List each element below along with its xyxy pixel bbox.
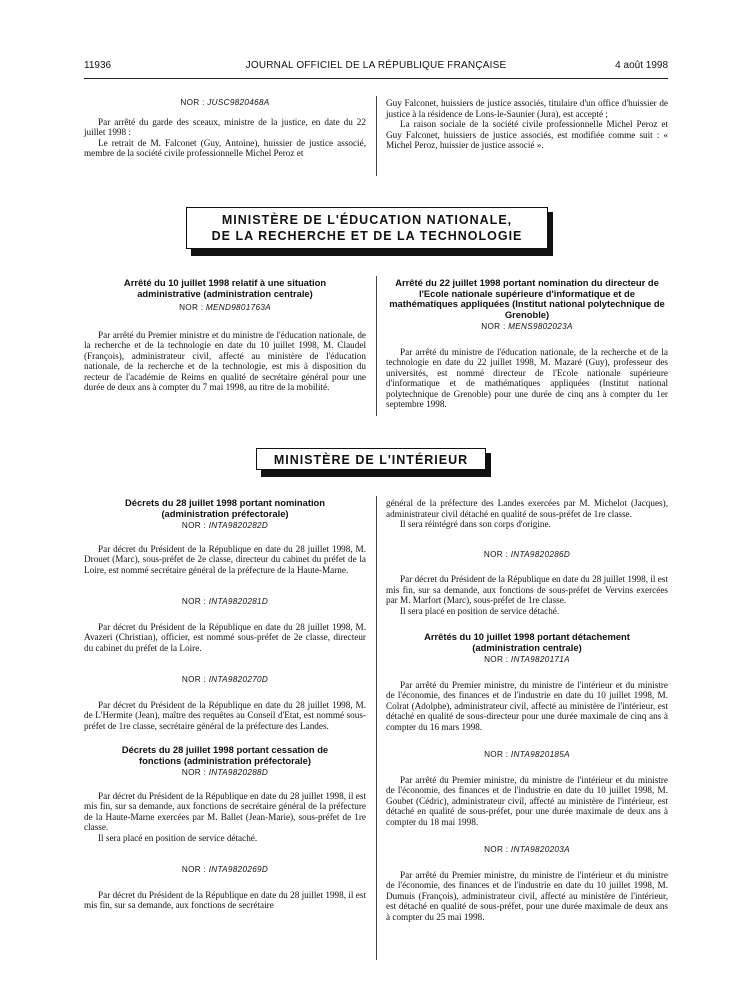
paragraph: Il sera placé en position de service détaché. [400, 605, 560, 616]
section-title: Décrets du 28 juillet 1998 portant nomination (administration préfectorale) [124, 497, 326, 519]
nor-reference: NOR : INTA9820282D [181, 521, 269, 530]
ministry-education-heading [186, 207, 548, 251]
paragraph: Par arrêté du Premier ministre et du ministre de l'éducation nationale, de la recherche et de la technologie en date du 10 juillet 1998, M. Claudel (François), administrateur civil, affecté au ministère de l'éducation nationale, de la recherche et de la technologie, est mis à disposition du recteur de l'académie de Reims en qualité de secrétaire général pour une durée de deux ans à compter du 7 mai 1998, au titre de la mobilité. [84, 329, 366, 392]
nor-reference: NOR : INTA9820203A [484, 845, 570, 854]
paragraph: Le retrait de M. Falconet (Guy, Antoine), huissier de justice associé, membre de la société civile professionnelle Michel Peroz et [84, 137, 366, 158]
interior-left-column [84, 498, 366, 911]
nor-reference: NOR : INTA9820281D [181, 597, 269, 606]
nor-reference: NOR : INTA9820288D [181, 768, 269, 777]
nor-reference: NOR : JUSC9820468A [180, 98, 270, 107]
nor-reference: NOR : MENS9802023A [481, 322, 573, 331]
paragraph: Par décret du Président de la République en date du 28 juillet 1998, M. Avazeri (Christian), officier, est nommé sous-préfet de 2e classe, directeur du cabinet du préfet de la Loire. [84, 621, 366, 653]
nor-reference: NOR : INTA9820171A [484, 655, 570, 664]
nor-reference: NOR : INTA9820286D [483, 549, 571, 559]
paragraph: Par arrêté du ministre de l'éducation nationale, de la recherche et de la technologie en date du 22 juillet 1998, M. Mazaré (Guy), professeur des universités, est nommé directeur de l'Ecole nationale supérieure d'informatique et de mathématiques appliquées (Institut national polytechnique de Grenoble) pour une durée de cinq ans à compter du 1er septembre 1998. [386, 346, 668, 409]
paragraph: général de la préfecture des Landes exercées par M. Michelot (Jacques), administrateur civil détaché en qualité de sous-préfet de 1re classe. [386, 498, 668, 519]
ministry-line-1: MINISTÈRE DE L'INTÉRIEUR [273, 453, 469, 467]
nor-reference: NOR : INTA9820269D [181, 865, 269, 874]
column-divider [376, 96, 377, 176]
issue-date: 4 août 1998 [615, 60, 668, 71]
top-left-column [84, 98, 366, 159]
nor-reference: NOR : INTA9820185A [484, 750, 570, 759]
paragraph: Par décret du Président de la République en date du 28 juillet 1998, M. Drouet (Marc), sous-préfet de 2e classe, directeur du cabinet du préfet de la Loire, est nommé secrétaire général de la préfecture de la Haute-Marne. [84, 543, 366, 575]
paragraph: Par arrêté du Premier ministre, du ministre de l'intérieur et du ministre de l'économie, des finances et de l'industrie en date du 10 juillet 1998, M. Dumuis (François), administrateur civil, affecté au ministère de l'intérieur, est détaché en qualité de sous-préfet, pour une durée maximale de deux ans à compter du 25 mai 1998. [386, 869, 668, 922]
section-title: Arrêté du 10 juillet 1998 relatif à une situation administrative (administration centrale) [123, 277, 327, 299]
page-header [84, 60, 668, 74]
paragraph: Il sera réintégré dans son corps d'origine. [400, 519, 551, 529]
education-right-column [386, 278, 668, 410]
ministry-line-2: DE LA RECHERCHE ET DE LA TECHNOLOGIE [211, 229, 523, 243]
top-right-column [386, 98, 668, 151]
paragraph: Par décret du Président de la République en date du 28 juillet 1998, M. de L'Hermite (Jean), maître des requêtes au Conseil d'Etat, est nommé sous-préfet de 1re classe, secrétaire général de la préfecture des Landes. [84, 699, 366, 731]
section-title: Arrêtés du 10 juillet 1998 portant détachement (administration centrale) [424, 631, 630, 653]
paragraph: Il sera placé en position de service détaché. [98, 832, 258, 843]
nor-reference: NOR : MEND9801763A [179, 303, 271, 312]
column-divider [376, 276, 377, 416]
section-title: Décrets du 28 juillet 1998 portant cessation de fonctions (administration préfectorale) [121, 744, 329, 766]
paragraph: Guy Falconet, huissiers de justice associés, titulaire d'un office d'huissier de justice à la résidence de Lons-le-Saunier (Jura), est accepté ; [386, 98, 668, 119]
section-title: Arrêté du 22 juillet 1998 portant nomination du directeur de l'Ecole nationale supérieure d'informatique et de mathématiques appliquées (Institut national polytechnique de Grenoble) [389, 277, 665, 320]
paragraph: Par arrêté du garde des sceaux, ministre de la justice, en date du 22 juillet 1998 : [84, 116, 366, 137]
interior-right-column [386, 498, 668, 922]
paragraph: Par décret du Président de la République en date du 28 juillet 1998, il est mis fin, sur sa demande, aux fonctions de secrétaire général de la préfecture de la Haute-Marne exercées par M. Ballet (Jean-Marie), sous-préfet de 1re classe. [84, 790, 366, 832]
education-left-column [84, 278, 366, 393]
journal-title: JOURNAL OFFICIEL DE LA RÉPUBLIQUE FRANÇAISE [245, 60, 507, 71]
paragraph: Par arrêté du Premier ministre, du ministre de l'intérieur et du ministre de l'économie, des finances et de l'industrie en date du 10 juillet 1998, M. Goubet (Cédric), administrateur civil, affecté au ministère de l'intérieur, est détaché en qualité de sous-préfet, pour une durée maximale de deux ans à compter du 18 mai 1998. [386, 774, 668, 827]
page-number: 11936 [84, 60, 112, 71]
paragraph: Par arrêté du Premier ministre, du ministre de l'intérieur et du ministre de l'économie, des finances et de l'industrie en date du 10 juillet 1998, M. Colrat (Adolphe), administrateur civil, affecté au ministère de l'intérieur, est détaché en qualité de sous-directeur pour une durée maximale de cinq ans à compter du 16 mars 1998. [386, 679, 668, 732]
column-divider [376, 496, 377, 960]
ministry-line-1: MINISTÈRE DE L'ÉDUCATION NATIONALE, [221, 213, 513, 227]
paragraph: Par décret du Président de la République en date du 28 juillet 1998, il est mis fin, sur sa demande, aux fonctions de sous-préfet de Vervins exercées par M. Marfort (Marc), sous-préfet de 1re classe. [386, 574, 668, 605]
header-rule [84, 78, 668, 79]
ministry-interior-heading [256, 448, 486, 472]
paragraph: Par décret du Président de la République en date du 28 juillet 1998, il est mis fin, sur sa demande, aux fonctions de secrétaire [84, 889, 366, 910]
nor-reference: NOR : INTA9820270D [181, 675, 269, 684]
paragraph: La raison sociale de la société civile professionnelle Michel Peroz et Guy Falconet, huissiers de justice associés, est modifiée comme suit : « Michel Peroz, huissier de justice associé ». [386, 119, 668, 150]
